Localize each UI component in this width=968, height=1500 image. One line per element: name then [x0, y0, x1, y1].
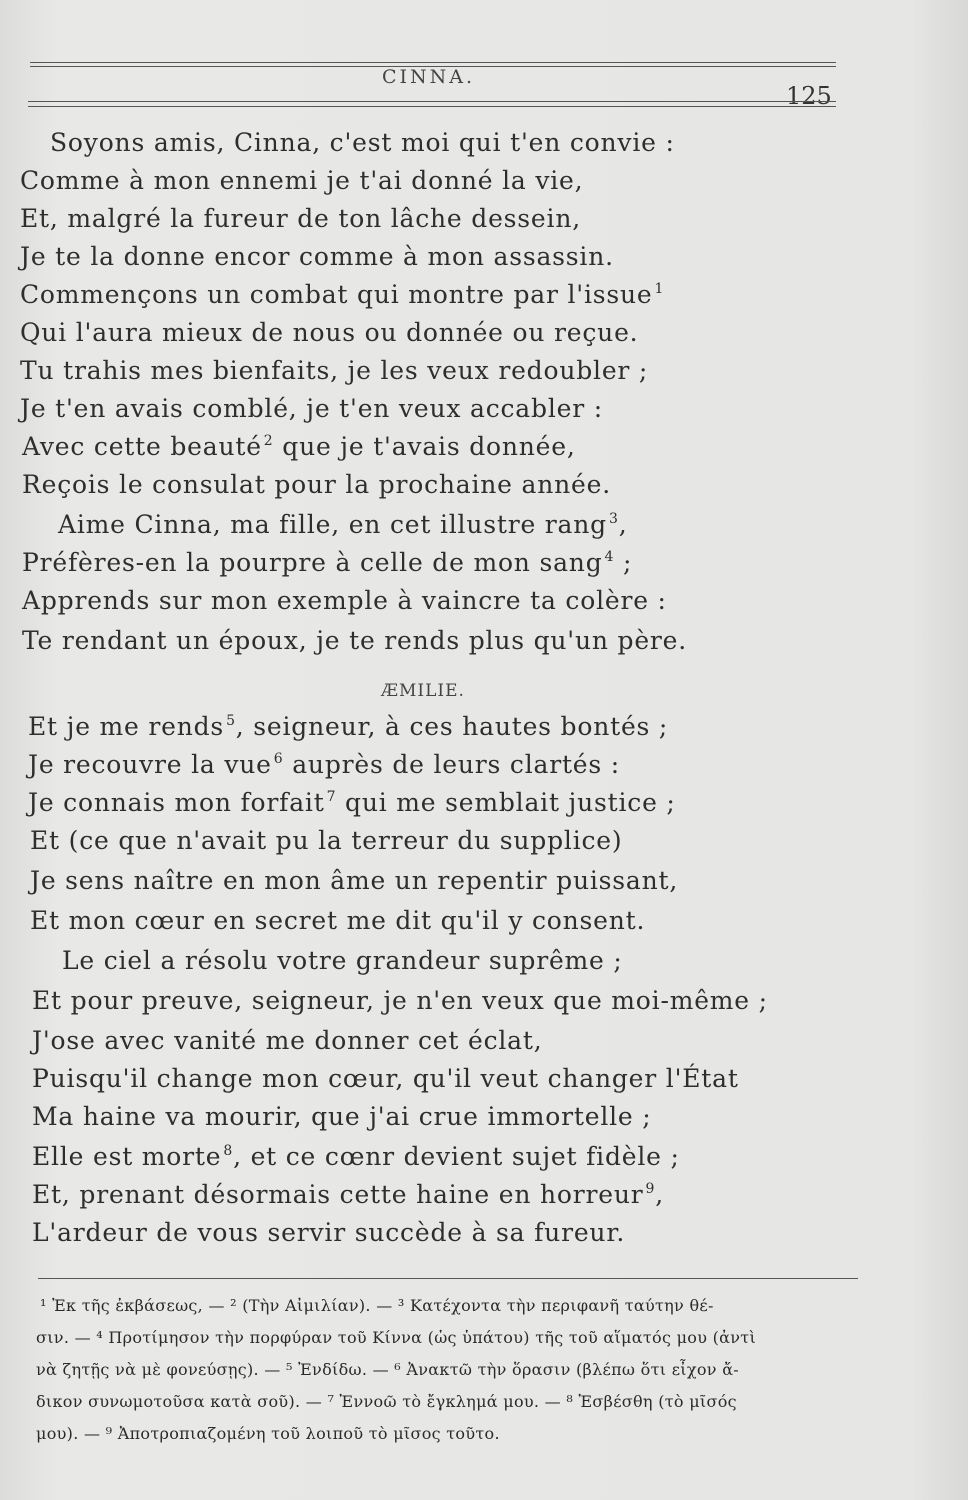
verse-line: Et, malgré la fureur de ton lâche dessein, [20, 204, 581, 233]
running-title: CINNA. [382, 66, 476, 88]
verse-line: Qui l'aura mieux de nous ou donnée ou reçue. [20, 318, 639, 347]
verse-line: Tu trahis mes bienfaits, je les veux redoubler ; [20, 356, 649, 385]
footnote-marker: 8 [223, 1143, 234, 1159]
footnote-marker: 5 [226, 713, 236, 729]
verse-line: J'ose avec vanité me donner cet éclat, [32, 1026, 543, 1055]
footnote-line: μου). — ⁹ Ἀποτροπιαζομένη τοῦ λοιποῦ τὸ μῖσος τοῦτο. [36, 1424, 500, 1443]
footnote-marker: 6 [273, 751, 284, 767]
header-bottom-rule [28, 101, 836, 102]
verse-line: Elle est morte $^8$, et ce cœnr devient sujet fidèle ; [32, 1142, 680, 1171]
verse-line: Apprends sur mon exemple à vaincre ta colère : [22, 586, 667, 615]
footnote-marker: 9 [645, 1181, 656, 1197]
verse-line: Ma haine va mourir, que j'ai crue immortelle ; [32, 1102, 652, 1131]
speaker-name: ÆMILIE. [381, 681, 465, 701]
footnote-marker: 1 [654, 281, 665, 297]
verse-line: Je connais mon forfait $^7$ qui me semblait justice ; [28, 788, 676, 817]
footnote-line: ¹ Ἐκ τῆς ἐκβάσεως, — ² (Τὴν Αἰμιλίαν). — ³ Κατέχοντα τὴν περιφανῆ ταύτην θέ- [40, 1296, 714, 1315]
verse-line: Je sens naître en mon âme un repentir puissant, [30, 866, 679, 895]
verse-line: Le ciel a résolu votre grandeur suprême ; [62, 946, 623, 975]
verse-line: Et, prenant désormais cette haine en horreur $^9$, [32, 1180, 664, 1209]
verse-line: Je t'en avais comblé, je t'en veux accabler : [20, 394, 603, 423]
verse-line: Aime Cinna, ma fille, en cet illustre rang $^3$, [58, 510, 628, 539]
verse-line: Je te la donne encor comme à mon assassin. [20, 242, 614, 271]
footnote-line: σιν. — ⁴ Προτίμησον τὴν πορφύραν τοῦ Κίννα (ὡς ὑπάτου) τῆς τοῦ αἵματός μου (ἀντὶ [36, 1328, 757, 1347]
verse-line: Et (ce que n'avait pu la terreur du supplice) [30, 826, 623, 855]
verse-line: Et pour preuve, seigneur, je n'en veux que moi-même ; [32, 986, 768, 1015]
verse-line: Je recouvre la vue $^6$ auprès de leurs clartés : [28, 750, 621, 779]
header-top-rule [30, 62, 836, 63]
footnote-marker: 2 [263, 433, 274, 449]
footnote-marker: 3 [608, 511, 619, 527]
verse-line: Reçois le consulat pour la prochaine année. [22, 470, 611, 499]
verse-line: Préfères-en la pourpre à celle de mon sang $^4$ ; [22, 548, 633, 577]
footnote-marker: 4 [604, 549, 615, 565]
footnote-marker: 7 [326, 789, 337, 805]
verse-line: Puisqu'il change mon cœur, qu'il veut changer l'État [32, 1064, 739, 1093]
footnote-separator [38, 1278, 858, 1279]
verse-line: Avec cette beauté $^2$ que je t'avais donnée, [22, 432, 576, 461]
footnote-line: δικον συνωμοτοῦσα κατὰ σοῦ). — ⁷ Ἐννοῶ τὸ ἔγκλημά μου. — ⁸ Ἐσβέσθη (τὸ μῖσός [36, 1392, 737, 1411]
verse-line: Comme à mon ennemi je t'ai donné la vie, [20, 166, 584, 195]
verse-line: Et je me rends $^5$, seigneur, à ces hautes bontés ; [28, 712, 669, 741]
verse-line: Soyons amis, Cinna, c'est moi qui t'en convie : [50, 128, 675, 157]
footnote-line: νὰ ζητῇς νὰ μὲ φονεύσῃς). — ⁵ Ἐνδίδω. — ⁶ Ἀνακτῶ τὴν ὅρασιν (βλέπω ὅτι εἶχον ἄ- [36, 1360, 740, 1379]
verse-line: Te rendant un époux, je te rends plus qu'un père. [22, 626, 688, 655]
verse-line: L'ardeur de vous servir succède à sa fureur. [32, 1218, 626, 1247]
header-bottom-rule-thin [28, 106, 836, 107]
verse-line: Commençons un combat qui montre par l'issue $^1$ [20, 280, 665, 309]
page-number: 125 [786, 82, 832, 110]
verse-line: Et mon cœur en secret me dit qu'il y consent. [30, 906, 646, 935]
